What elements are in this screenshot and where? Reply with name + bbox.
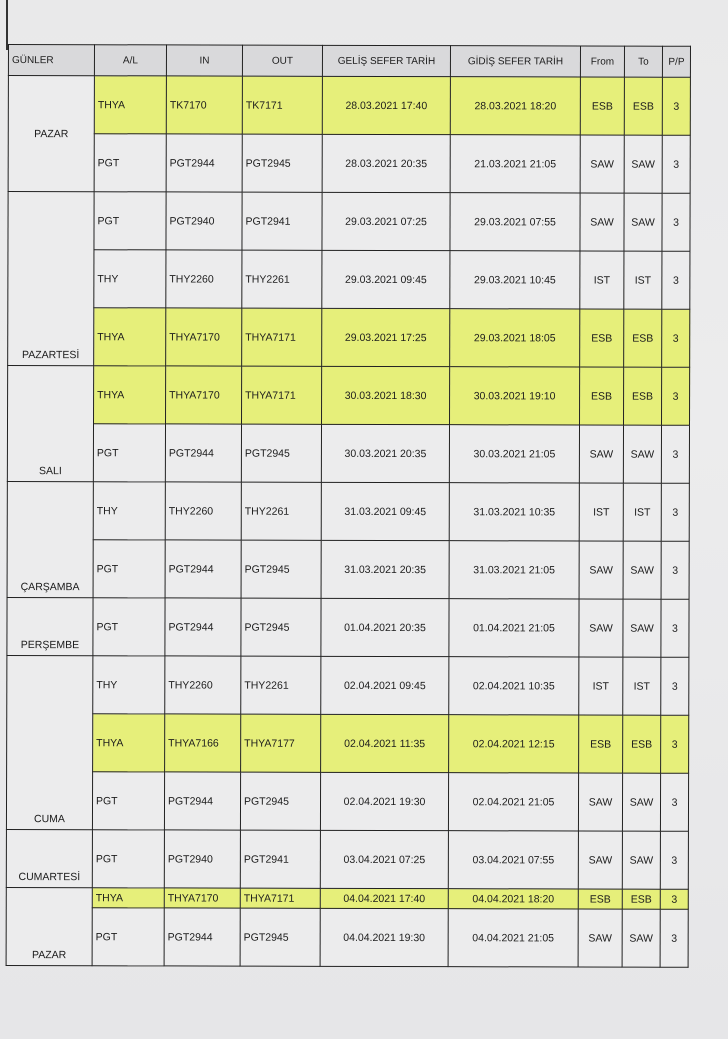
arrival-datetime-cell: 29.03.2021 07:25 [322, 192, 450, 250]
pp-cell: 3 [662, 309, 690, 367]
in-flight-cell: THYA7170 [166, 366, 242, 424]
in-flight-cell: THYA7170 [166, 308, 242, 366]
from-airport-cell: IST [579, 483, 623, 541]
page-edge-line [6, 0, 8, 50]
from-airport-cell: ESB [580, 309, 624, 367]
to-airport-cell: SAW [624, 193, 662, 251]
arrival-datetime-cell: 30.03.2021 18:30 [322, 366, 450, 424]
airline-cell: PGT [94, 192, 166, 250]
to-airport-cell: ESB [624, 367, 662, 425]
in-flight-cell: PGT2944 [166, 134, 242, 192]
airline-cell: PGT [92, 908, 164, 966]
day-cell: PAZAR [6, 887, 92, 965]
departure-datetime-cell: 31.03.2021 21:05 [449, 541, 579, 599]
out-flight-cell: THYA7177 [241, 714, 321, 772]
in-flight-cell: THY2260 [165, 482, 241, 540]
from-airport-cell: SAW [580, 135, 624, 193]
departure-datetime-cell: 21.03.2021 21:05 [450, 135, 580, 193]
pp-cell: 3 [662, 135, 690, 193]
in-flight-cell: THYA7166 [165, 714, 241, 772]
header-airline: A/L [94, 45, 166, 76]
airline-cell: PGT [92, 772, 164, 830]
pp-cell: 3 [661, 599, 689, 657]
from-airport-cell: SAW [578, 773, 622, 831]
out-flight-cell: PGT2945 [242, 134, 322, 192]
in-flight-cell: PGT2940 [166, 192, 242, 250]
departure-datetime-cell: 29.03.2021 07:55 [450, 193, 580, 251]
departure-datetime-cell: 30.03.2021 21:05 [449, 425, 579, 483]
airline-cell: PGT [94, 134, 166, 192]
from-airport-cell: ESB [578, 889, 622, 909]
pp-cell: 3 [660, 831, 688, 889]
from-airport-cell: IST [580, 251, 624, 309]
airline-cell: PGT [93, 424, 165, 482]
table-row [8, 308, 690, 368]
from-airport-cell: SAW [578, 831, 622, 889]
table-row [7, 713, 689, 773]
day-cell: CUMARTESİ [6, 829, 92, 887]
in-flight-cell: PGT2940 [164, 830, 240, 888]
to-airport-cell: ESB [624, 77, 662, 135]
arrival-datetime-cell: 28.03.2021 17:40 [322, 76, 450, 134]
departure-datetime-cell: 02.04.2021 21:05 [448, 773, 578, 831]
from-airport-cell: ESB [579, 715, 623, 773]
arrival-datetime-cell: 30.03.2021 20:35 [321, 424, 449, 482]
from-airport-cell: SAW [580, 193, 624, 251]
pp-cell: 3 [661, 425, 689, 483]
arrival-datetime-cell: 02.04.2021 11:35 [321, 714, 449, 772]
departure-datetime-cell: 04.04.2021 18:20 [448, 889, 578, 909]
day-cell: PAZARTESİ [8, 192, 94, 366]
airline-cell: PGT [93, 540, 165, 598]
in-flight-cell: PGT2944 [164, 908, 240, 966]
departure-datetime-cell: 30.03.2021 19:10 [450, 367, 580, 425]
header-from: From [580, 46, 624, 77]
airline-cell: THY [93, 482, 165, 540]
airline-cell: PGT [92, 830, 164, 888]
departure-datetime-cell: 02.04.2021 10:35 [449, 657, 579, 715]
out-flight-cell: PGT2945 [241, 424, 321, 482]
pp-cell: 3 [662, 367, 690, 425]
day-cell: PAZAR [8, 76, 94, 192]
header-days: GÜNLER [8, 45, 94, 76]
out-flight-cell: PGT2945 [240, 908, 320, 966]
in-flight-cell: THY2260 [165, 656, 241, 714]
table-row [8, 250, 690, 310]
to-airport-cell: ESB [624, 309, 662, 367]
from-airport-cell: SAW [579, 599, 623, 657]
departure-datetime-cell: 28.03.2021 18:20 [450, 77, 580, 135]
airline-cell: THY [93, 656, 165, 714]
arrival-datetime-cell: 31.03.2021 20:35 [321, 540, 449, 598]
from-airport-cell: SAW [578, 909, 622, 967]
to-airport-cell: IST [624, 251, 662, 309]
out-flight-cell: THYA7171 [242, 366, 322, 424]
to-airport-cell: SAW [623, 599, 661, 657]
from-airport-cell: ESB [580, 77, 624, 135]
out-flight-cell: THY2261 [241, 656, 321, 714]
arrival-datetime-cell: 28.03.2021 20:35 [322, 134, 450, 192]
pp-cell: 3 [662, 77, 690, 135]
pp-cell: 3 [660, 909, 688, 967]
header-out: OUT [242, 45, 322, 76]
airline-cell: THYA [94, 366, 166, 424]
header-in: IN [166, 45, 242, 76]
day-cell: SALI [7, 366, 93, 482]
day-cell: PERŞEMBE [7, 597, 93, 655]
out-flight-cell: THYA7171 [240, 888, 320, 908]
header-pp: P/P [662, 46, 690, 77]
to-airport-cell: IST [623, 483, 661, 541]
pp-cell: 3 [662, 193, 690, 251]
to-airport-cell: ESB [623, 715, 661, 773]
airline-cell: THYA [93, 714, 165, 772]
airline-cell: THY [94, 250, 166, 308]
out-flight-cell: PGT2945 [241, 598, 321, 656]
from-airport-cell: ESB [580, 367, 624, 425]
day-cell: ÇARŞAMBA [7, 481, 93, 597]
table-row [8, 76, 690, 136]
header-arrival: GELİŞ SEFER TARİH [322, 45, 450, 76]
departure-datetime-cell: 04.04.2021 21:05 [448, 909, 578, 967]
header-to: To [624, 46, 662, 77]
pp-cell: 3 [660, 889, 688, 909]
out-flight-cell: PGT2945 [240, 772, 320, 830]
table-row [7, 481, 689, 541]
pp-cell: 3 [661, 715, 689, 773]
pp-cell: 3 [661, 541, 689, 599]
out-flight-cell: PGT2941 [242, 192, 322, 250]
arrival-datetime-cell: 04.04.2021 19:30 [320, 908, 448, 966]
airline-cell: PGT [93, 598, 165, 656]
arrival-datetime-cell: 31.03.2021 09:45 [321, 482, 449, 540]
arrival-datetime-cell: 01.04.2021 20:35 [321, 598, 449, 656]
pp-cell: 3 [660, 773, 688, 831]
header-departure: GİDİŞ SEFER TARİH [450, 46, 580, 77]
to-airport-cell: SAW [622, 831, 660, 889]
from-airport-cell: SAW [579, 541, 623, 599]
arrival-datetime-cell: 29.03.2021 09:45 [322, 250, 450, 308]
in-flight-cell: TK7170 [166, 76, 242, 134]
from-airport-cell: IST [579, 657, 623, 715]
in-flight-cell: THY2260 [166, 250, 242, 308]
header-row [8, 45, 690, 78]
out-flight-cell: THY2261 [242, 250, 322, 308]
day-cell: CUMA [6, 655, 92, 829]
pp-cell: 3 [661, 483, 689, 541]
departure-datetime-cell: 29.03.2021 10:45 [450, 251, 580, 309]
in-flight-cell: PGT2944 [165, 540, 241, 598]
airline-cell: THYA [94, 76, 166, 134]
out-flight-cell: PGT2945 [241, 540, 321, 598]
departure-datetime-cell: 31.03.2021 10:35 [449, 483, 579, 541]
arrival-datetime-cell: 02.04.2021 19:30 [320, 772, 448, 830]
to-airport-cell: SAW [623, 541, 661, 599]
in-flight-cell: PGT2944 [165, 424, 241, 482]
arrival-datetime-cell: 03.04.2021 07:25 [320, 830, 448, 888]
out-flight-cell: TK7171 [242, 76, 322, 134]
out-flight-cell: THYA7171 [242, 308, 322, 366]
table-row [7, 424, 689, 484]
in-flight-cell: THYA7170 [164, 888, 240, 908]
table-row [6, 887, 688, 909]
table-row [7, 655, 689, 715]
table-row [6, 771, 688, 831]
in-flight-cell: PGT2944 [164, 772, 240, 830]
departure-datetime-cell: 01.04.2021 21:05 [449, 599, 579, 657]
table-row [8, 366, 690, 426]
to-airport-cell: SAW [622, 773, 660, 831]
from-airport-cell: SAW [579, 425, 623, 483]
to-airport-cell: SAW [624, 135, 662, 193]
departure-datetime-cell: 02.04.2021 12:15 [449, 715, 579, 773]
flight-schedule-table [6, 44, 691, 968]
out-flight-cell: PGT2941 [240, 830, 320, 888]
out-flight-cell: THY2261 [241, 482, 321, 540]
to-airport-cell: ESB [622, 889, 660, 909]
in-flight-cell: PGT2944 [165, 598, 241, 656]
pp-cell: 3 [661, 657, 689, 715]
to-airport-cell: IST [623, 657, 661, 715]
arrival-datetime-cell: 02.04.2021 09:45 [321, 656, 449, 714]
table-row [8, 192, 690, 252]
to-airport-cell: SAW [623, 425, 661, 483]
airline-cell: THYA [94, 308, 166, 366]
table-row [6, 829, 688, 889]
departure-datetime-cell: 29.03.2021 18:05 [450, 309, 580, 367]
table-row [7, 597, 689, 657]
to-airport-cell: SAW [622, 909, 660, 967]
table-row [6, 907, 688, 967]
departure-datetime-cell: 03.04.2021 07:55 [448, 831, 578, 889]
airline-cell: THYA [92, 888, 164, 908]
pp-cell: 3 [662, 251, 690, 309]
arrival-datetime-cell: 04.04.2021 17:40 [320, 888, 448, 908]
arrival-datetime-cell: 29.03.2021 17:25 [322, 308, 450, 366]
table-row [8, 134, 690, 194]
table-row [7, 539, 689, 599]
